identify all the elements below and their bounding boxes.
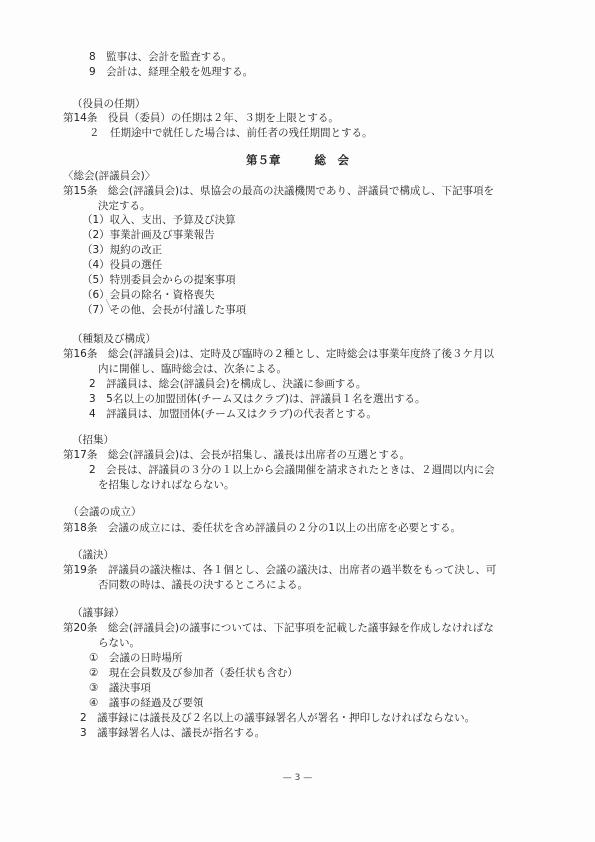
article-17: 第17条 総会(評議員会)は、会長が招集し、議長は出席者の互選とする。 <box>63 449 411 461</box>
list-item: ④ 議事の経過及び要領 <box>89 697 204 709</box>
article-13-item-8: 8 監事は、会計を監査する。 <box>89 51 233 63</box>
article-16-line-1: 第16条 総会(評議員会)は、定時及び臨時の２種とし、定時総会は事業年度終了後３ケ月以 <box>63 348 495 360</box>
section-heading-convocation: （招集） <box>72 434 114 446</box>
article-20-line-2: らない。 <box>98 637 140 649</box>
article-19-line-2: 否同数の時は、議長の決するところによる。 <box>98 579 308 591</box>
list-item: （7）その他、会長が付議した事項 <box>82 304 247 316</box>
section-heading-types: （種類及び構成） <box>72 333 156 345</box>
article-14-item-2: ２ 任期途中で就任した場合は、前任者の残任期間とする。 <box>89 127 373 139</box>
article-20-items <box>89 651 298 711</box>
article-19-line-1: 第19条 評議員の議決権は、各１個とし、会議の議決は、出席者の過半数をもって決し、可 <box>63 564 497 576</box>
section-heading-general-assembly: 〈総会(評議員会)〉 <box>63 170 156 182</box>
article-15-line-1: 第15条 総会(評議員会)は、県協会の最高の決議機関であり、評議員で構成し、下記事項を <box>63 185 495 197</box>
list-item: ① 会議の日時場所 <box>89 652 183 664</box>
article-17-item-2-line-2: を招集しなければならない。 <box>98 479 235 491</box>
article-16-item-2: 2 評議員は、総会(評議員会)を構成し、決議に参画する。 <box>89 378 367 390</box>
list-item: （5）特別委員会からの提案事項 <box>82 274 236 286</box>
list-item: （3）規約の改正 <box>82 244 163 256</box>
list-item: （6）会員の除名・資格喪失 <box>82 289 215 301</box>
article-20-item-2: 2 議事録には議長及び２名以上の議事録署名人が署名・押印しなければならない。 <box>80 712 476 724</box>
list-item: （4）役員の選任 <box>82 259 163 271</box>
chapter-heading <box>0 153 595 167</box>
article-16-item-3: 3 5名以上の加盟団体(チーム又はクラブ)は、評議員１名を選出する。 <box>89 393 426 405</box>
article-15-line-2: 決定する。 <box>98 200 151 212</box>
list-item: ③ 議決事項 <box>89 682 151 694</box>
article-14: 第14条 役員（委員）の任期は２年、３期を上限とする。 <box>63 112 339 124</box>
list-item: ② 現在会員数及び参加者（委任状も含む） <box>89 667 298 679</box>
top-items <box>89 50 253 80</box>
article-17-item-2-line-1: 2 会長は、評議員の３分の１以上から会議開催を請求されたときは、２週間以内に会 <box>89 464 495 476</box>
chapter-number: 第５章 <box>245 153 281 167</box>
section-heading-term: （役員の任期） <box>72 98 146 110</box>
article-16-line-2: 内に開催し、臨時総会は、次条による。 <box>98 363 287 375</box>
section-heading-minutes: （議事録） <box>72 607 125 619</box>
article-18: 第18条 会議の成立には、委任状を含め評議員の２分の1以上の出席を必要とする。 <box>63 522 462 534</box>
page-number: — 3 — <box>282 773 313 783</box>
article-20-line-1: 第20条 総会(評議員会)の議事については、下記事項を記載した議事録を作成しなければな <box>63 622 494 634</box>
article-16-item-4: 4 評議員は、加盟団体(チーム又はクラブ)の代表者とする。 <box>89 408 377 420</box>
section-heading-resolution: （議決） <box>72 549 114 561</box>
section-heading-quorum: （会議の成立） <box>68 506 142 518</box>
article-13-item-9: 9 会計は、経理全般を処理する。 <box>89 66 254 78</box>
list-item: （2）事業計画及び事業報告 <box>82 229 215 241</box>
list-item: （1）収入、支出、予算及び決算 <box>82 214 236 226</box>
article-20-item-3: 3 議事録署名人は、議長が指名する。 <box>80 727 266 739</box>
article-16-items <box>89 377 426 422</box>
chapter-title: 総 会 <box>314 153 350 167</box>
